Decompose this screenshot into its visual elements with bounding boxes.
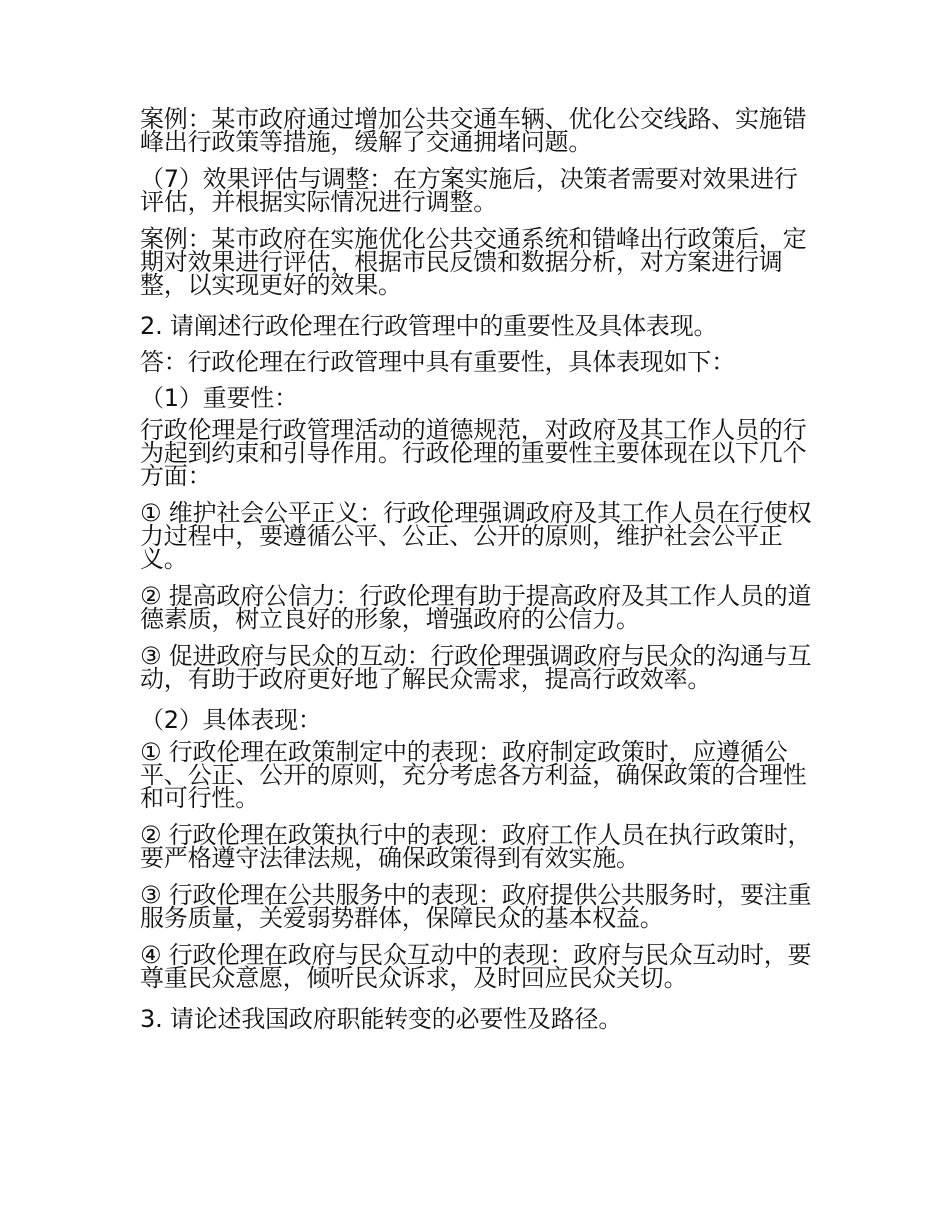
manifestation-item-4: ④ 行政伦理在政府与民众互动中的表现：政府与民众互动时，要尊重民众意愿，倾听民众诉求，及时回应民众关切。: [140, 941, 812, 992]
importance-item-2: ② 提高政府公信力：行政伦理有助于提高政府及其工作人员的道德素质，树立良好的形象，增强政府的公信力。: [140, 582, 812, 633]
section-importance-heading: （1）重要性：: [140, 384, 298, 412]
manifestation-item-2: ② 行政伦理在政策执行中的表现：政府工作人员在执行政策时，要严格遵守法律法规，确保政策得到有效实施。: [140, 821, 812, 872]
case-traffic-measures: 案例：某市政府通过增加公共交通车辆、优化公交线路、实施错峰出行政策等措施，缓解了交通拥堵问题。: [140, 105, 807, 156]
section-manifestation-heading: （2）具体表现：: [140, 706, 322, 734]
importance-item-1: ① 维护社会公平正义：行政伦理强调政府及其工作人员在行使权力过程中，要遵循公平、公正、公开的原则，维护社会公平正义。: [140, 499, 812, 573]
manifestation-item-1: ① 行政伦理在政策制定中的表现：政府制定政策时，应遵循公平、公正、公开的原则，充分考虑各方利益，确保政策的合理性和可行性。: [140, 738, 807, 812]
manifestation-item-3: ③ 行政伦理在公共服务中的表现：政府提供公共服务时，要注重服务质量，关爱弱势群体，保障民众的基本权益。: [140, 881, 812, 932]
question-3: 3. 请论述我国政府职能转变的必要性及路径。: [140, 1005, 623, 1033]
importance-item-3: ③ 促进政府与民众的互动：行政伦理强调政府与民众的沟通与互动，有助于政府更好地了解民众需求，提高行政效率。: [140, 642, 812, 693]
question-2: 2. 请阐述行政伦理在行政管理中的重要性及具体表现。: [140, 312, 718, 340]
importance-intro: 行政伦理是行政管理活动的道德规范，对政府及其工作人员的行为起到约束和引导作用。行政伦理的重要性主要体现在以下几个方面：: [140, 416, 807, 490]
document-page: [140, 105, 816, 1040]
case-evaluation: 案例：某市政府在实施优化公共交通系统和错峰出行政策后，定期对效果进行评估，根据市民反馈和数据分析，对方案进行调整，以实现更好的效果。: [140, 225, 807, 299]
answer-intro: 答：行政伦理在行政管理中具有重要性，具体表现如下：: [140, 348, 735, 376]
step-7-evaluation-adjustment: （7）效果评估与调整：在方案实施后，决策者需要对效果进行评估，并根据实际情况进行调整。: [140, 165, 798, 216]
